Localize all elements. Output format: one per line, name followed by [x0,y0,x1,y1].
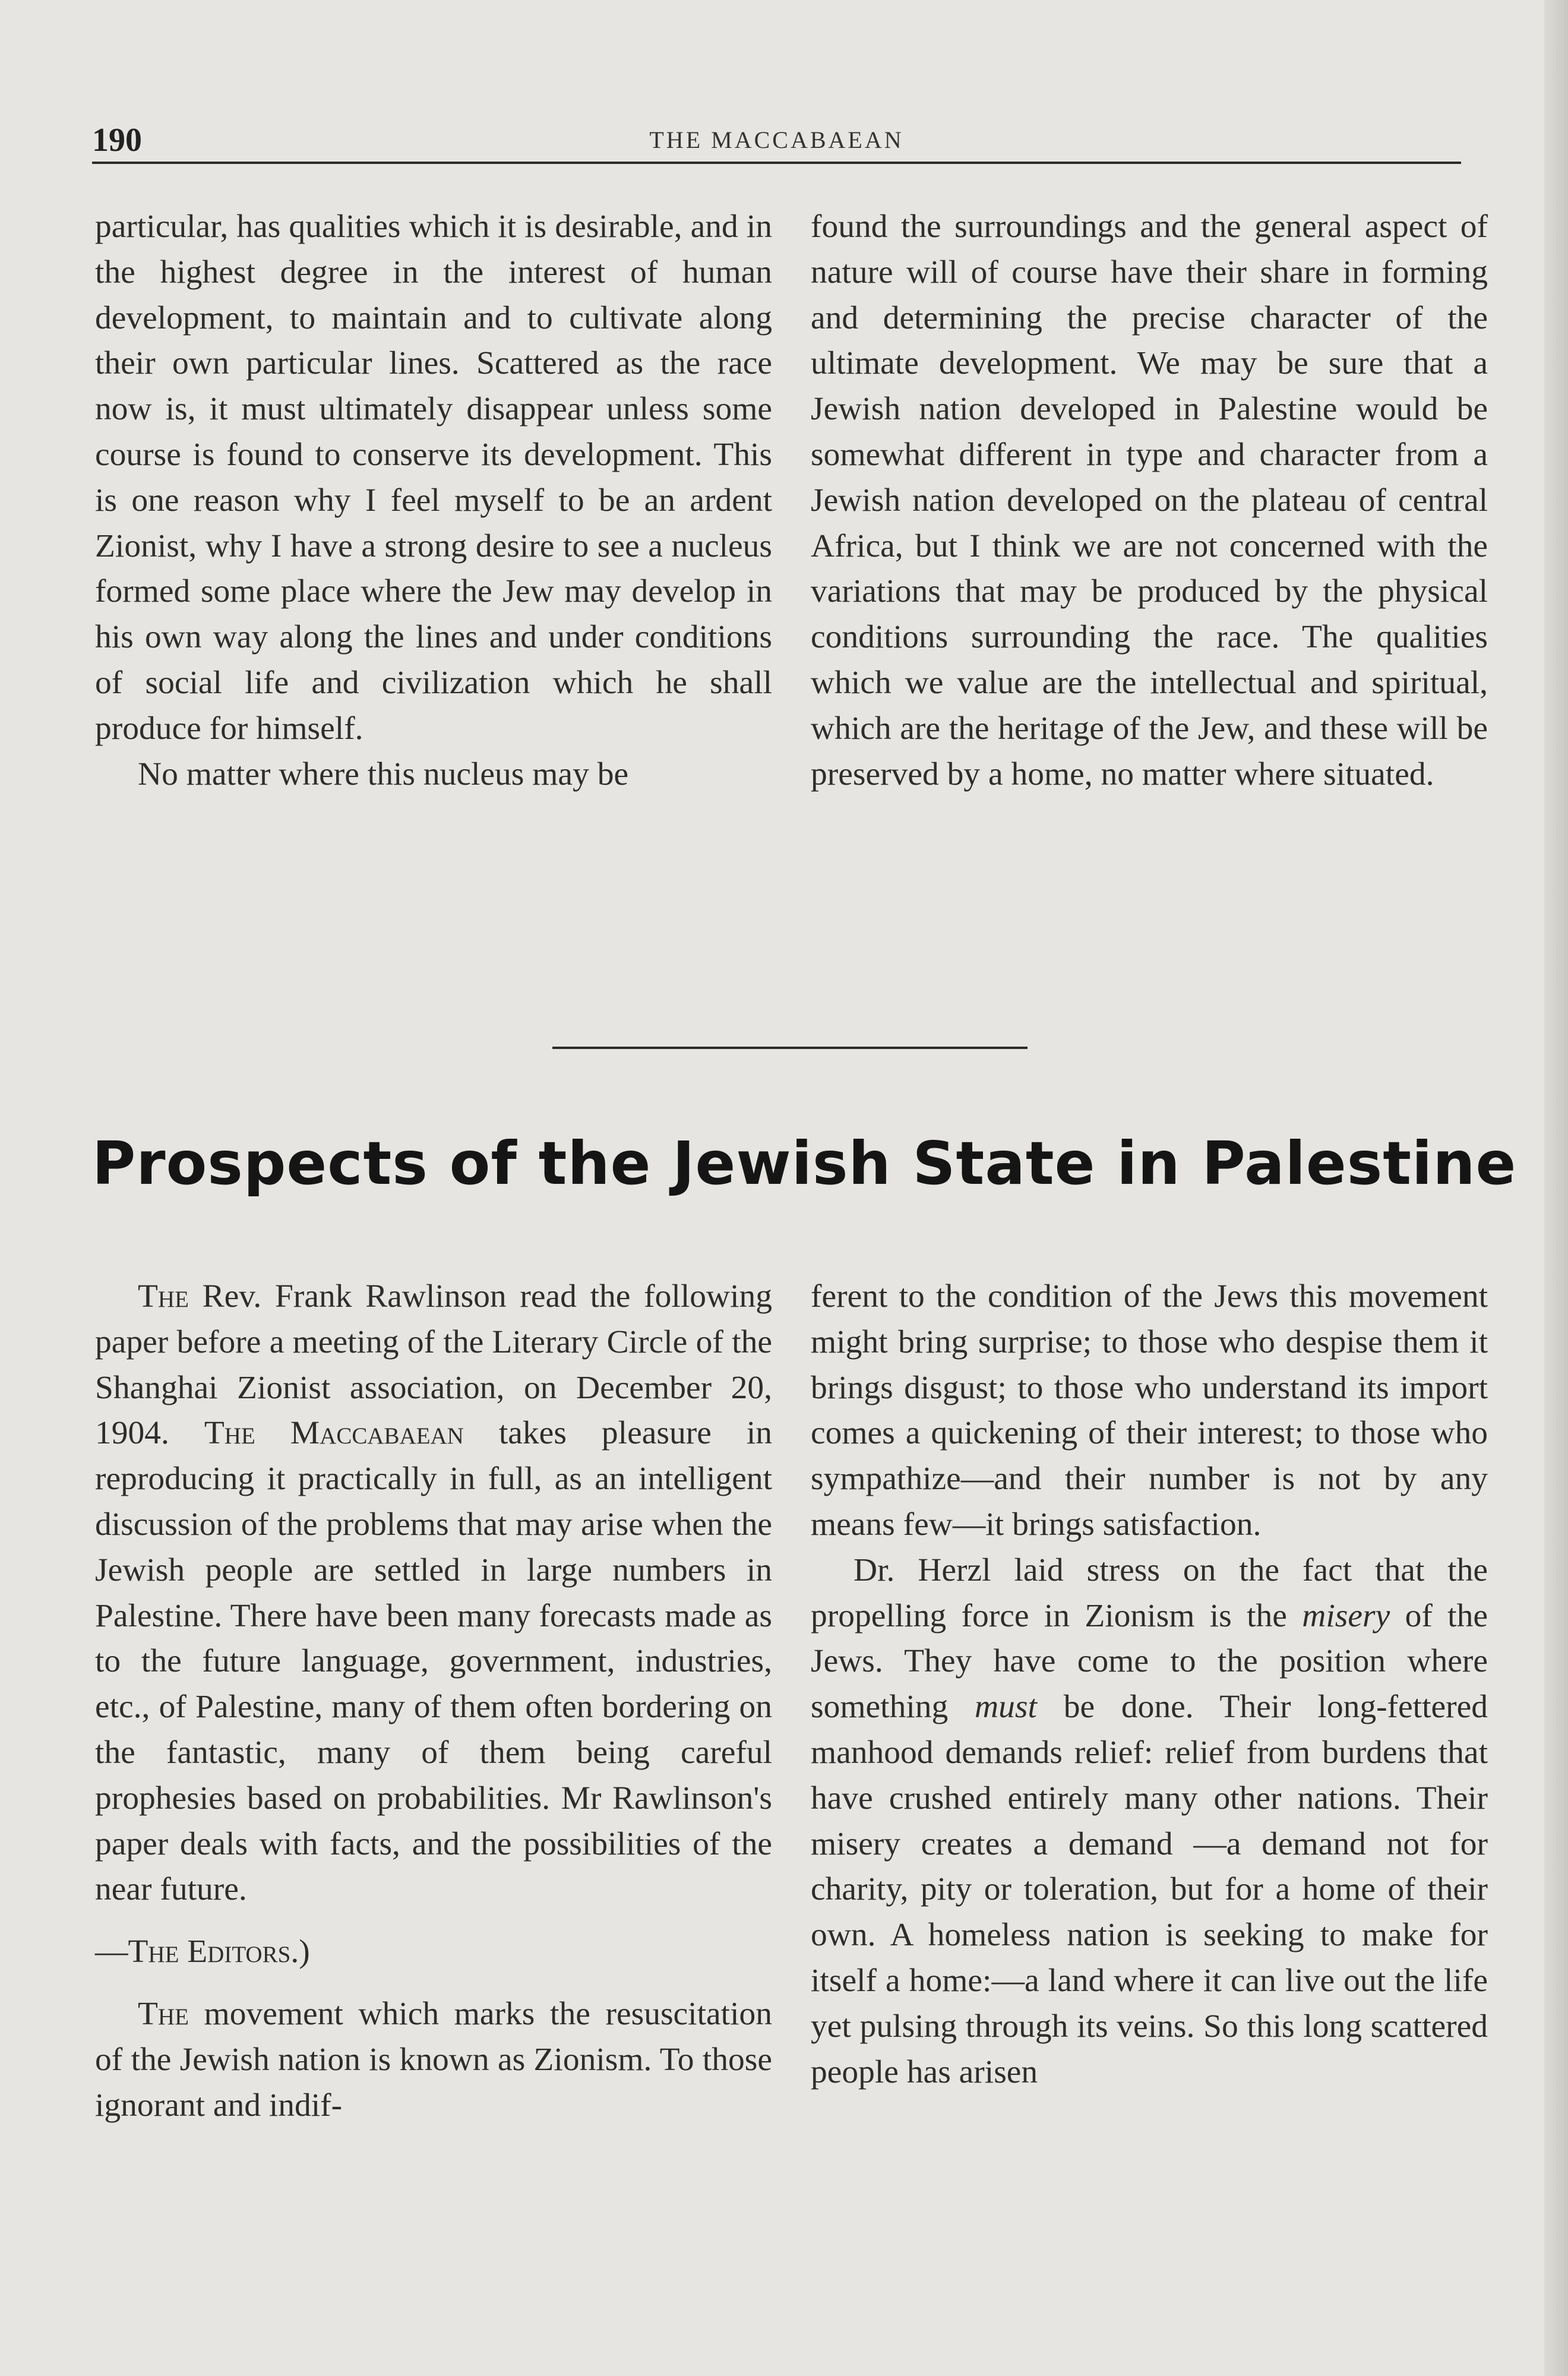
editorial-intro [95,1274,772,1913]
paragraph: Dr. Herzl laid stress on the fact that the propelling force in Zionism is the misery of the Jews. They have come to the position where something must be done. Their long-fettered manhood demands relief: relief from burdens that have crushed entirely many other nations. Their misery creates a demand —a demand not for charity, pity or toleration, but for a home of their own. A homeless nation is seeking to make for itself a home:—a land where it can live out the life yet pulsing through its veins. So this long scattered people has arisen [811,1552,1488,2090]
intro-lead: The [138,1278,189,1315]
section-divider [552,1047,1028,1049]
paragraph: particular, has qualities which it is desirable, and in the highest degree in the interest of human development, to maintain and to cultivate along their own particular lines. Scattered as the race now is, it must ultimately disappear unless some course is found to conserve its development. This is one reason why I feel myself to be an ardent Zionist, why I have a strong desire to see a nucleus formed some place where the Jew may develop in his own way along the lines and under conditions of social life and civilization which he shall produce for himself. [95,208,772,747]
magazine-name: The Maccabaean [204,1415,464,1452]
article-right-column [811,1274,1488,2242]
intro-body: Rev. Frank Rawlinson read the following paper before a meeting of the Literary Circle of the Shanghai Zionist association, on December 20, 1904. [95,1278,772,1452]
paragraph: The movement which marks the resuscitation of the Jewish nation is known as Zionism. To those ignorant and indif- [95,1995,772,2124]
article-left-column [95,1274,772,2242]
running-title: THE MACCABAEAN [649,127,904,153]
article-title: Prospects of the Jewish State in Palestine [92,1129,1517,1198]
top-right-column [811,204,1488,947]
emphasis-must: must [975,1689,1037,1726]
intro-rest: takes pleasure in reproducing it practically in full, as an intelligent discussion of the problems that may arise when the Jewish people are settled in large numbers in Palestine. There have been many forecasts made as to the future language, government, industries, etc., of Palestine, many of them often bordering on the fantastic, many of them being careful prophesies based on probabilities. Mr Rawlinson's paper deals with facts, and the possibilities of the near future. [95,1415,773,1908]
top-left-column [95,204,772,947]
page-number: 190 [92,122,142,159]
body-lead: The [138,1995,189,2032]
emphasis-misery: misery [1302,1597,1390,1634]
paragraph: No matter where this nucleus may be [138,756,629,792]
paragraph: found the surroundings and the general aspect of nature will of course have their share in forming and determining the precise character of the ultimate development. We may be sure that a Jewish nation developed in Palestine would be somewhat different in type and character from a Jewish nation developed on the plateau of central Africa, but I think we are not concerned with the variations that may be produced by the physical conditions surrounding the race. The qualities which we value are the intellectual and spiritual, which are the heritage of the Jew, and these will be preserved by a home, no matter where situated. [811,208,1488,792]
page-header [92,114,1461,168]
paragraph: ferent to the condition of the Jews this movement might bring surprise; to those who despise them it brings disgust; to those who understand its import comes a quickening of their interest; to those who sympathize—and their number is not by any means few—it brings satisfaction. [811,1278,1488,1543]
header-rule [92,162,1461,164]
editors-signature: —The Editors.) [95,1933,310,1970]
page-edge [1544,0,1568,2376]
